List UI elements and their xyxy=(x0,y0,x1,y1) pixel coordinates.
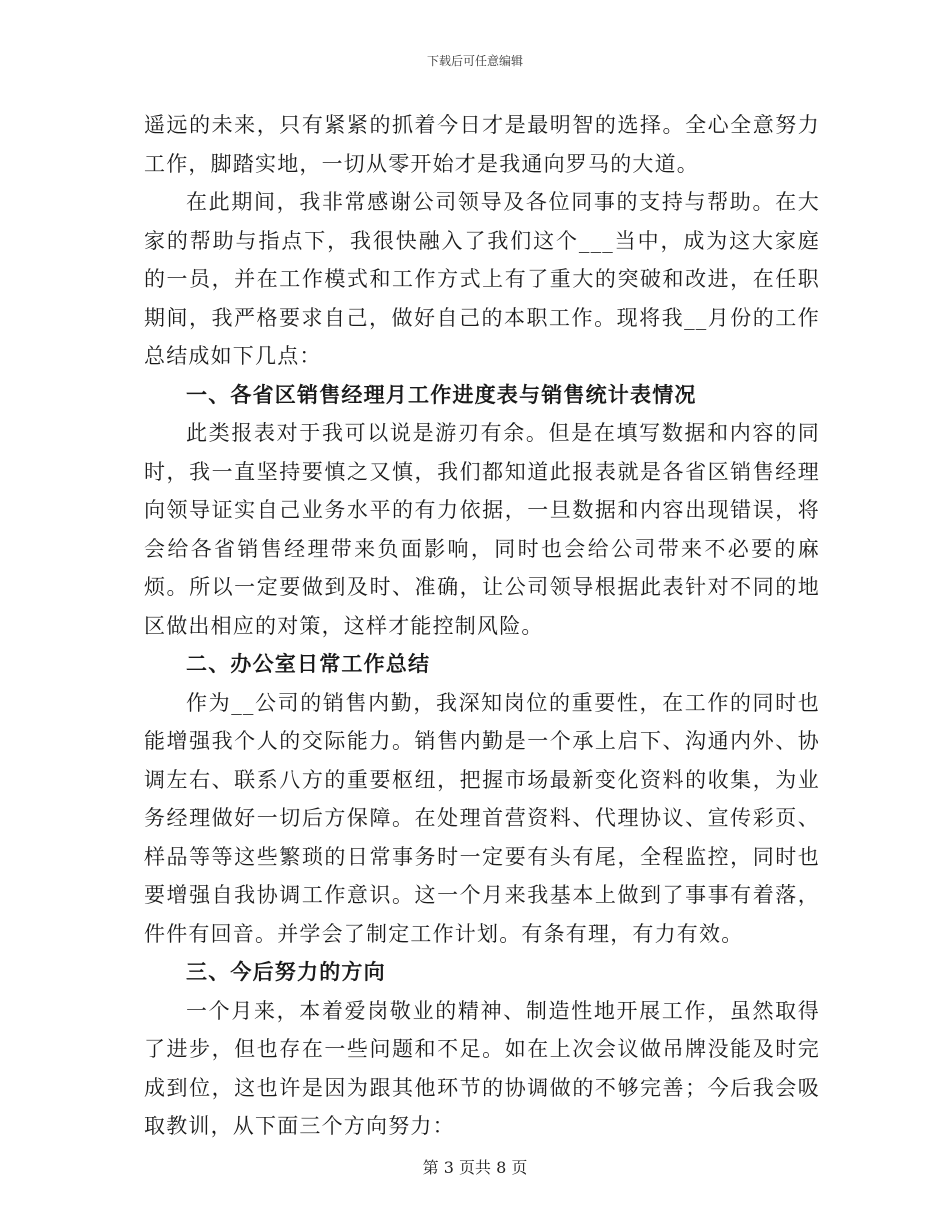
document-body xyxy=(144,106,820,1146)
paragraph-reports: 此类报表对于我可以说是游刃有余。但是在填写数据和内容的同时，我一直坚持要慎之又慎，我们都知道此报表就是各省区销售经理向领导证实自己业务水平的有力依据，一旦数据和内容出现错误，将会给各省销售经理带来负面影响，同时也会给公司带来不必要的麻烦。所以一定要做到及时、准确，让公司领导根据此表针对不同的地区做出相应的对策，这样才能控制风险。 xyxy=(144,421,820,638)
paragraph-office-work: 作为__公司的销售内勤，我深知岗位的重要性，在工作的同时也能增强我个人的交际能力。销售内勤是一个承上启下、沟通内外、协调左右、联系八方的重要枢纽，把握市场最新变化资料的收集，为业务经理做好一切后方保障。在处理首营资料、代理协议、宣传彩页、样品等等这些繁琐的日常事务时一定要有头有尾，全程监控，同时也要增强自我协调工作意识。这一个月来我基本上做到了事事有着落，件件有回音。并学会了制定工作计划。有条有理，有力有效。 xyxy=(144,690,820,946)
section-heading-3: 三、今后努力的方向 xyxy=(186,960,386,984)
section-heading-2: 二、办公室日常工作总结 xyxy=(186,652,431,676)
paragraph-future-direction: 一个月来，本着爱岗敬业的精神、制造性地开展工作，虽然取得了进步，但也存在一些问题和不足。如在上次会议做吊牌没能及时完成到位，这也许是因为跟其他环节的协调做的不够完善；今后我会吸取教训，从下面三个方向努力： xyxy=(144,998,820,1138)
paragraph-gratitude: 在此期间，我非常感谢公司领导及各位同事的支持与帮助。在大家的帮助与指点下，我很快融入了我们这个___当中，成为这大家庭的一员，并在工作模式和工作方式上有了重大的突破和改进，在任职期间，我严格要求自己，做好自己的本职工作。现将我__月份的工作总结成如下几点： xyxy=(144,190,820,368)
page-header: 下载后可任意编辑 xyxy=(426,54,523,68)
section-heading-1: 一、各省区销售经理月工作进度表与销售统计表情况 xyxy=(186,382,697,407)
paragraph-continuation: 遥远的未来，只有紧紧的抓着今日才是最明智的选择。全心全意努力工作，脚踏实地，一切从零开始才是我通向罗马的大道。 xyxy=(144,113,820,176)
page-number: 第 3 页共 8 页 xyxy=(422,1158,528,1177)
